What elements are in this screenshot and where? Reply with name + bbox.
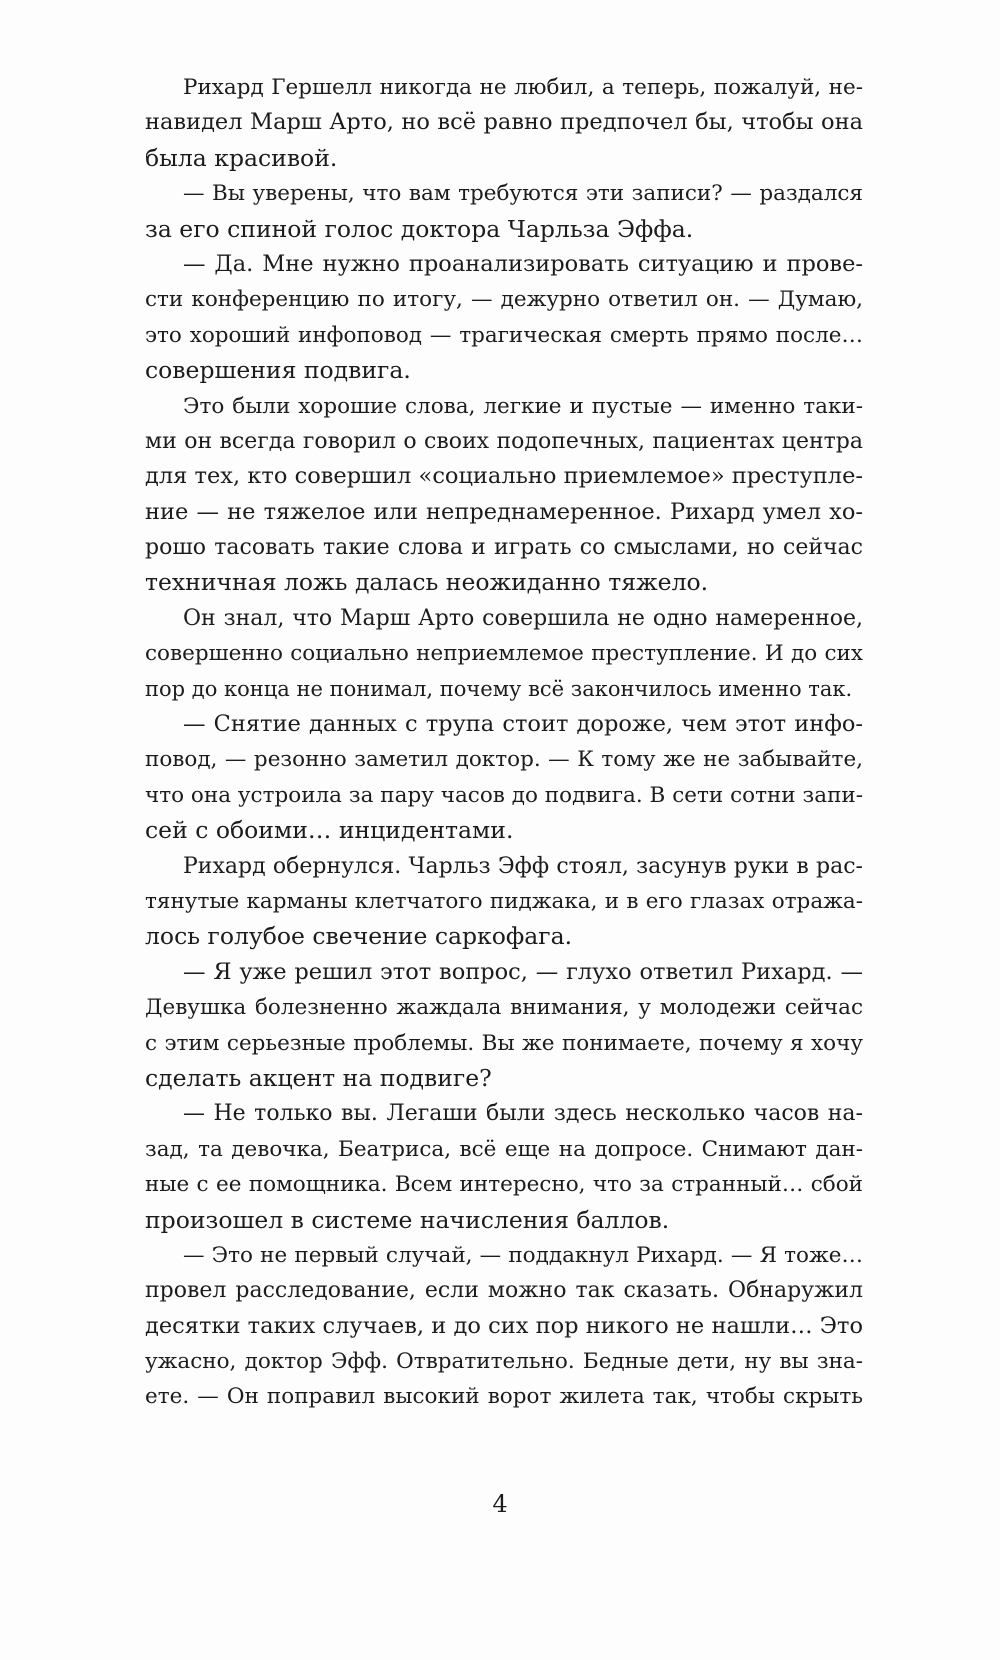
text-line: — Снятие данных с трупа стоит дороже, чем этот инфо-	[183, 711, 863, 738]
text-line: техничная ложь далась неожиданно тяжело.	[145, 568, 709, 597]
text-line: сти конференцию по итогу, — дежурно ответил он. — Думаю,	[145, 287, 863, 313]
text-line: ние — не тяжелое или непреднамеренное. Рихард умел хо-	[145, 498, 863, 525]
text-line: десятки таких случаев, и до сих пор никого не нашли… Это	[145, 1312, 863, 1339]
text-line: ные с ее помощника. Всем интересно, что за странный… сбой	[145, 1172, 863, 1198]
text-line: ужасно, доктор Эфф. Отвратительно. Бедные дети, ну вы зна-	[145, 1349, 863, 1375]
text-line: с этим серьезные проблемы. Вы же понимаете, почему я хочу	[145, 1030, 863, 1056]
body-text	[145, 70, 863, 1415]
paragraph	[145, 849, 863, 955]
paragraph	[145, 70, 863, 176]
text-line: рошо тасовать такие слова и играть со смыслами, но сейчас	[145, 535, 863, 561]
text-line: Это были хорошие слова, легкие и пустые — именно таки-	[183, 393, 863, 419]
text-line: ми он всегда говорил о своих подопечных, пациентах центра	[145, 428, 863, 454]
paragraph	[145, 247, 863, 389]
text-line: ете. — Он поправил высокий ворот жилета так, чтобы скрыть	[145, 1384, 863, 1410]
paragraph	[145, 176, 863, 247]
paragraph	[145, 707, 863, 849]
text-line: — Вы уверены, что вам требуются эти записи? — раздался	[183, 181, 863, 207]
text-line: навидел Марш Арто, но всё равно предпочел бы, чтобы она	[145, 109, 863, 136]
text-line: провел расследование, если можно так сказать. Обнаружил	[145, 1278, 863, 1304]
text-line: лось голубое свечение саркофага.	[145, 922, 573, 951]
text-line: зад, та девочка, Беатриса, всё еще на допросе. Снимают дан-	[145, 1136, 863, 1162]
paragraph	[145, 1096, 863, 1238]
page-number: 4	[492, 1490, 508, 1518]
text-line: Он знал, что Марш Арто совершила не одно намеренное,	[183, 605, 863, 631]
text-line: — Да. Мне нужно проанализировать ситуацию и прове-	[183, 250, 863, 277]
text-line: была красивой.	[145, 143, 338, 172]
text-line: пор до конца не понимал, почему всё закончилось именно так.	[145, 676, 853, 701]
paragraph	[145, 601, 863, 707]
text-line: произошел в системе начисления баллов.	[145, 1205, 670, 1234]
text-line: совершенно социально неприемлемое преступление. И до сих	[145, 641, 863, 667]
text-line: это хороший инфоповод — трагическая смерть прямо после…	[145, 322, 863, 348]
text-line: — Это не первый случай, — поддакнул Рихард. — Я тоже…	[183, 1242, 863, 1268]
text-line: совершения подвига.	[145, 356, 411, 385]
paragraph	[145, 955, 863, 1097]
text-line: повод, — резонно заметил доктор. — К тому же не забывайте,	[145, 747, 863, 773]
text-line: сей с обоими… инцидентами.	[145, 816, 514, 845]
text-line: Девушка болезненно жаждала внимания, у молодежи сейчас	[145, 995, 863, 1021]
text-line: — Не только вы. Легаши были здесь несколько часов на-	[183, 1101, 863, 1127]
text-line: за его спиной голос доктора Чарльза Эффа.	[145, 214, 694, 243]
text-line: — Я уже решил этот вопрос, — глухо ответил Рихард. —	[183, 958, 863, 985]
text-line: тянутые карманы клетчатого пиджака, и в его глазах отража-	[145, 888, 863, 914]
text-line: что она устроила за пару часов до подвига. В сети сотни запи-	[145, 782, 863, 808]
text-line: Рихард Гершелл никогда не любил, а теперь, пожалуй, не-	[183, 75, 863, 100]
paragraph	[145, 389, 863, 601]
text-line: для тех, кто совершил «социально приемлемое» преступле-	[145, 463, 863, 490]
text-line: сделать акцент на подвиге?	[145, 1063, 492, 1092]
text-line: Рихард обернулся. Чарльз Эфф стоял, засунув руки в рас-	[183, 853, 863, 879]
paragraph	[145, 1238, 863, 1415]
